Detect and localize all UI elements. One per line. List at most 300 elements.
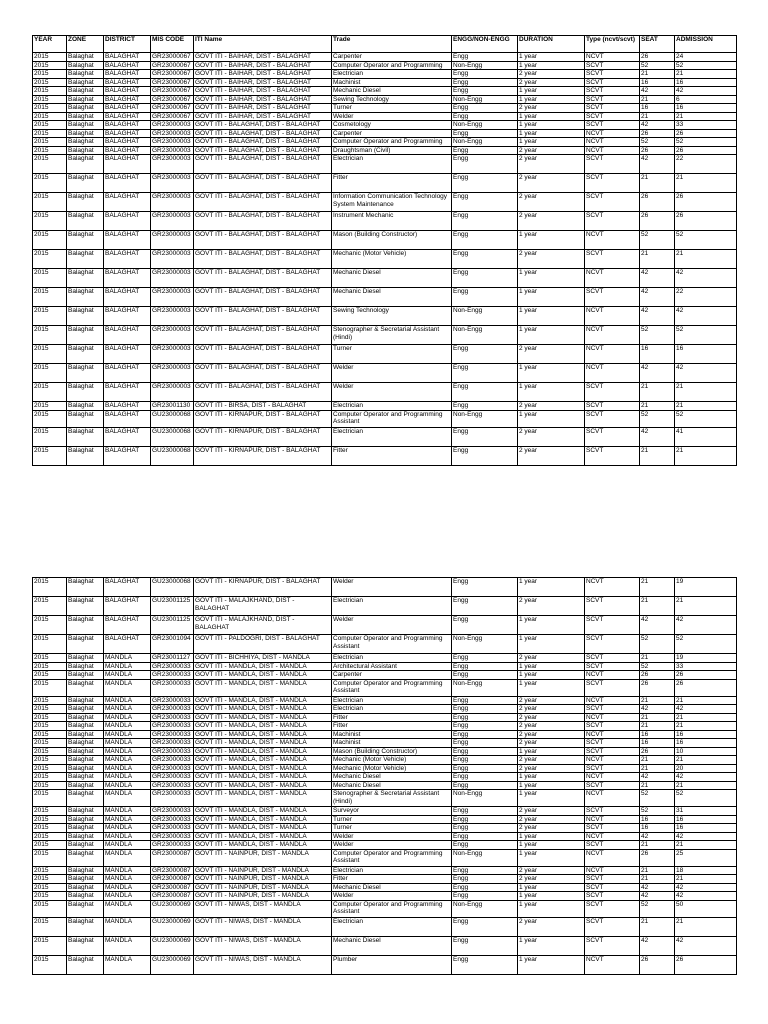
table-cell: Engg bbox=[452, 129, 518, 138]
table-cell: Balaghat bbox=[67, 402, 104, 411]
table-cell: MANDLA bbox=[104, 705, 151, 714]
table-cell: 2015 bbox=[33, 917, 67, 936]
table-cell: Plumber bbox=[332, 955, 452, 974]
table-cell: Balaghat bbox=[67, 104, 104, 113]
table-cell: GOVT ITI - NAINPUR, DIST - MANDLA bbox=[194, 866, 332, 875]
table-cell: Computer Operator and Programming bbox=[332, 61, 452, 70]
table-cell: NCVT bbox=[585, 866, 640, 875]
table-cell: 26 bbox=[640, 747, 675, 756]
table-cell: 2 year bbox=[518, 917, 585, 936]
table-cell: 16 bbox=[675, 78, 737, 87]
table-cell: GOVT ITI - BIRSA, DIST - BALAGHAT bbox=[194, 402, 332, 411]
table-cell: 42 bbox=[675, 773, 737, 782]
table-cell: 22 bbox=[675, 288, 737, 307]
table-cell: 2 year bbox=[518, 739, 585, 748]
col-header-duration: DURATION bbox=[518, 36, 585, 53]
table-cell: GU23000069 bbox=[151, 955, 194, 974]
table-cell: Engg bbox=[452, 773, 518, 782]
table-row bbox=[33, 174, 737, 193]
table-cell: 21 bbox=[640, 781, 675, 790]
table-cell: 2015 bbox=[33, 446, 67, 465]
table-cell: MANDLA bbox=[104, 662, 151, 671]
table-cell: SCVT bbox=[585, 288, 640, 307]
table-cell: Engg bbox=[452, 70, 518, 79]
table-cell: GOVT ITI - BALAGHAT, DIST - BALAGHAT bbox=[194, 121, 332, 130]
table-cell: BALAGHAT bbox=[104, 174, 151, 193]
table-cell: Engg bbox=[452, 756, 518, 765]
table-cell: Carpenter bbox=[332, 129, 452, 138]
table-row bbox=[33, 824, 737, 833]
table-cell: GR23000067 bbox=[151, 87, 194, 96]
table-cell: 2015 bbox=[33, 773, 67, 782]
table-cell: 1 year bbox=[518, 87, 585, 96]
table-row bbox=[33, 773, 737, 782]
table-cell: GR23000003 bbox=[151, 129, 194, 138]
table-cell: MANDLA bbox=[104, 773, 151, 782]
table-cell: Engg bbox=[452, 662, 518, 671]
table-cell: Balaghat bbox=[67, 756, 104, 765]
table-cell: Information Communication Technology System Maintenance bbox=[332, 193, 452, 212]
table-cell: GU23001125 bbox=[151, 597, 194, 616]
table-cell: SCVT bbox=[585, 892, 640, 901]
table-cell: BALAGHAT bbox=[104, 383, 151, 402]
table-cell: NCVT bbox=[585, 815, 640, 824]
table-cell: Mason (Building Constructor) bbox=[332, 747, 452, 756]
table-cell: 42 bbox=[675, 364, 737, 383]
table-cell: 33 bbox=[675, 662, 737, 671]
table-cell: 16 bbox=[675, 730, 737, 739]
table-cell: 2015 bbox=[33, 866, 67, 875]
table-cell: Balaghat bbox=[67, 112, 104, 121]
table-cell: Engg bbox=[452, 597, 518, 616]
table-cell: 2 year bbox=[518, 713, 585, 722]
table-cell: 21 bbox=[675, 713, 737, 722]
table-cell: GR23000003 bbox=[151, 138, 194, 147]
table-cell: Mechanic Diesel bbox=[332, 269, 452, 288]
table-cell: Balaghat bbox=[67, 616, 104, 635]
table-cell: Balaghat bbox=[67, 900, 104, 917]
table-cell: BALAGHAT bbox=[104, 61, 151, 70]
table-cell: Engg bbox=[452, 722, 518, 731]
table-cell: MANDLA bbox=[104, 807, 151, 816]
table-cell: Cosmetology bbox=[332, 121, 452, 130]
table-cell: 52 bbox=[675, 635, 737, 654]
table-cell: GOVT ITI - BICHHIYA, DIST - MANDLA bbox=[194, 654, 332, 663]
table-cell: Turner bbox=[332, 824, 452, 833]
table-cell: GOVT ITI - BALAGHAT, DIST - BALAGHAT bbox=[194, 174, 332, 193]
table-cell: Balaghat bbox=[67, 936, 104, 955]
table-cell: BALAGHAT bbox=[104, 410, 151, 427]
col-header-iti-name: ITI Name bbox=[194, 36, 332, 53]
table-cell: GOVT ITI - BALAGHAT, DIST - BALAGHAT bbox=[194, 269, 332, 288]
table-cell: GOVT ITI - KIRNAPUR, DIST - BALAGHAT bbox=[194, 446, 332, 465]
table-cell: 21 bbox=[640, 841, 675, 850]
table-cell: 1 year bbox=[518, 410, 585, 427]
table-cell: SCVT bbox=[585, 70, 640, 79]
table-cell: Balaghat bbox=[67, 61, 104, 70]
table-row bbox=[33, 155, 737, 174]
table-cell: GR23000067 bbox=[151, 70, 194, 79]
table-cell: GOVT ITI - BALAGHAT, DIST - BALAGHAT bbox=[194, 307, 332, 326]
table-cell: Computer Operator and Programming Assistant bbox=[332, 900, 452, 917]
table-cell: 26 bbox=[640, 129, 675, 138]
table-cell: BALAGHAT bbox=[104, 635, 151, 654]
table-cell: MANDLA bbox=[104, 713, 151, 722]
table-cell: 21 bbox=[675, 875, 737, 884]
table-cell: GR23000033 bbox=[151, 824, 194, 833]
table-cell: 26 bbox=[675, 955, 737, 974]
table-cell: Instrument Mechanic bbox=[332, 212, 452, 231]
table-cell: Engg bbox=[452, 781, 518, 790]
table-cell: Non-Engg bbox=[452, 679, 518, 696]
table-cell: Electrician bbox=[332, 402, 452, 411]
table-cell: 52 bbox=[640, 138, 675, 147]
table-cell: 16 bbox=[675, 824, 737, 833]
table-cell: Balaghat bbox=[67, 138, 104, 147]
table-cell: Engg bbox=[452, 78, 518, 87]
table-row bbox=[33, 705, 737, 714]
table-cell: 31 bbox=[675, 807, 737, 816]
table-cell: NCVT bbox=[585, 730, 640, 739]
table-cell: 1 year bbox=[518, 773, 585, 782]
table-cell: 26 bbox=[640, 146, 675, 155]
table-cell: SCVT bbox=[585, 841, 640, 850]
table-cell: Welder bbox=[332, 841, 452, 850]
table-cell: SCVT bbox=[585, 875, 640, 884]
table-cell: SCVT bbox=[585, 883, 640, 892]
table-cell: GR23000003 bbox=[151, 231, 194, 250]
table-cell: GOVT ITI - BALAGHAT, DIST - BALAGHAT bbox=[194, 288, 332, 307]
table-cell: 24 bbox=[675, 53, 737, 62]
table-cell: 26 bbox=[640, 212, 675, 231]
table-cell: GR23000003 bbox=[151, 250, 194, 269]
table-cell: MANDLA bbox=[104, 832, 151, 841]
table-cell: GR23000033 bbox=[151, 722, 194, 731]
table-cell: GOVT ITI - KIRNAPUR, DIST - BALAGHAT bbox=[194, 427, 332, 446]
admissions-table-page-1 bbox=[32, 35, 737, 466]
col-header-engg: ENGG/NON-ENGG bbox=[452, 36, 518, 53]
table-cell: Mechanic Diesel bbox=[332, 883, 452, 892]
table-cell: 1 year bbox=[518, 364, 585, 383]
table-cell: Balaghat bbox=[67, 146, 104, 155]
table-cell: 52 bbox=[640, 900, 675, 917]
table-cell: 21 bbox=[675, 112, 737, 121]
table-cell: 2 year bbox=[518, 866, 585, 875]
table-cell: GOVT ITI - BALAGHAT, DIST - BALAGHAT bbox=[194, 146, 332, 155]
table-cell: 21 bbox=[675, 250, 737, 269]
table-cell: Mechanic Diesel bbox=[332, 936, 452, 955]
table-cell: 21 bbox=[675, 722, 737, 731]
table-cell: SCVT bbox=[585, 747, 640, 756]
table-cell: 1 year bbox=[518, 883, 585, 892]
table-cell: GOVT ITI - MANDLA, DIST - MANDLA bbox=[194, 662, 332, 671]
table-cell: NCVT bbox=[585, 364, 640, 383]
table-cell: Balaghat bbox=[67, 383, 104, 402]
table-cell: GOVT ITI - BAIHAR, DIST - BALAGHAT bbox=[194, 78, 332, 87]
table-cell: Fitter bbox=[332, 722, 452, 731]
table-cell: Engg bbox=[452, 696, 518, 705]
table-cell: 1 year bbox=[518, 269, 585, 288]
table-cell: 1 year bbox=[518, 326, 585, 345]
table-cell: BALAGHAT bbox=[104, 104, 151, 113]
table-cell: NCVT bbox=[585, 671, 640, 680]
table-row bbox=[33, 410, 737, 427]
table-cell: SCVT bbox=[585, 174, 640, 193]
table-cell: GOVT ITI - BAIHAR, DIST - BALAGHAT bbox=[194, 95, 332, 104]
table-cell: Machinist bbox=[332, 739, 452, 748]
table-cell: 2015 bbox=[33, 955, 67, 974]
table-cell: SCVT bbox=[585, 705, 640, 714]
table-cell: 42 bbox=[640, 705, 675, 714]
table-cell: 42 bbox=[640, 155, 675, 174]
table-cell: Welder bbox=[332, 892, 452, 901]
table-cell: Balaghat bbox=[67, 231, 104, 250]
table-cell: Engg bbox=[452, 841, 518, 850]
table-cell: 21 bbox=[640, 875, 675, 884]
table-cell: Computer Operator and Programming Assistant bbox=[332, 849, 452, 866]
table-cell: GOVT ITI - BALAGHAT, DIST - BALAGHAT bbox=[194, 383, 332, 402]
table-cell: 21 bbox=[640, 764, 675, 773]
table-cell: 1 year bbox=[518, 231, 585, 250]
table-cell: GOVT ITI - BALAGHAT, DIST - BALAGHAT bbox=[194, 345, 332, 364]
table-cell: 2 year bbox=[518, 174, 585, 193]
table-cell: 21 bbox=[675, 781, 737, 790]
table-cell: 2 year bbox=[518, 696, 585, 705]
table-cell: GOVT ITI - NIWAS, DIST - MANDLA bbox=[194, 900, 332, 917]
table-cell: Balaghat bbox=[67, 696, 104, 705]
table-cell: Balaghat bbox=[67, 129, 104, 138]
table-cell: 18 bbox=[675, 866, 737, 875]
table-cell: 2015 bbox=[33, 900, 67, 917]
table-cell: Balaghat bbox=[67, 722, 104, 731]
table-cell: GOVT ITI - BALAGHAT, DIST - BALAGHAT bbox=[194, 212, 332, 231]
table-cell: 42 bbox=[640, 892, 675, 901]
table-cell: NCVT bbox=[585, 578, 640, 597]
table-cell: Engg bbox=[452, 917, 518, 936]
table-cell: 21 bbox=[640, 402, 675, 411]
table-cell: Mechanic Diesel bbox=[332, 781, 452, 790]
table-cell: Non-Engg bbox=[452, 410, 518, 427]
table-cell: MANDLA bbox=[104, 900, 151, 917]
table-cell: 1 year bbox=[518, 679, 585, 696]
table-cell: GOVT ITI - MANDLA, DIST - MANDLA bbox=[194, 722, 332, 731]
table-cell: MANDLA bbox=[104, 917, 151, 936]
col-header-mis-code: MIS CODE bbox=[151, 36, 194, 53]
table-cell: MANDLA bbox=[104, 892, 151, 901]
table-cell: GOVT ITI - MANDLA, DIST - MANDLA bbox=[194, 764, 332, 773]
table-cell: 2015 bbox=[33, 410, 67, 427]
table-cell: Balaghat bbox=[67, 764, 104, 773]
table-cell: BALAGHAT bbox=[104, 288, 151, 307]
table-cell: Engg bbox=[452, 193, 518, 212]
table-cell: Engg bbox=[452, 747, 518, 756]
table-cell: Turner bbox=[332, 345, 452, 364]
table-cell: MANDLA bbox=[104, 866, 151, 875]
table-cell: 2015 bbox=[33, 70, 67, 79]
table-row bbox=[33, 841, 737, 850]
table-cell: Turner bbox=[332, 104, 452, 113]
table-cell: GR23000003 bbox=[151, 155, 194, 174]
table-cell: 2015 bbox=[33, 841, 67, 850]
table-cell: GOVT ITI - BALAGHAT, DIST - BALAGHAT bbox=[194, 250, 332, 269]
table-row bbox=[33, 815, 737, 824]
table-cell: SCVT bbox=[585, 722, 640, 731]
table-cell: Balaghat bbox=[67, 832, 104, 841]
table-cell: GR23000003 bbox=[151, 193, 194, 212]
table-cell: Balaghat bbox=[67, 773, 104, 782]
table-cell: 1 year bbox=[518, 747, 585, 756]
table-cell: 2015 bbox=[33, 87, 67, 96]
table-cell: Balaghat bbox=[67, 446, 104, 465]
table-cell: GR23000067 bbox=[151, 53, 194, 62]
table-cell: GR23000067 bbox=[151, 78, 194, 87]
table-cell: 2015 bbox=[33, 705, 67, 714]
table-cell: Engg bbox=[452, 824, 518, 833]
table-cell: 42 bbox=[640, 269, 675, 288]
table-cell: 2 year bbox=[518, 764, 585, 773]
table-cell: SCVT bbox=[585, 410, 640, 427]
table-cell: 21 bbox=[640, 866, 675, 875]
table-cell: GR23000003 bbox=[151, 364, 194, 383]
table-cell: GOVT ITI - MANDLA, DIST - MANDLA bbox=[194, 705, 332, 714]
table-cell: 42 bbox=[640, 427, 675, 446]
table-cell: Welder bbox=[332, 578, 452, 597]
table-cell: 42 bbox=[640, 307, 675, 326]
table-cell: 2015 bbox=[33, 138, 67, 147]
table-cell: GOVT ITI - MANDLA, DIST - MANDLA bbox=[194, 773, 332, 782]
table-cell: Engg bbox=[452, 892, 518, 901]
table-cell: 2015 bbox=[33, 193, 67, 212]
table-cell: Engg bbox=[452, 713, 518, 722]
table-cell: 1 year bbox=[518, 900, 585, 917]
table-cell: BALAGHAT bbox=[104, 146, 151, 155]
table-cell: SCVT bbox=[585, 635, 640, 654]
table-cell: 21 bbox=[640, 446, 675, 465]
table-cell: 2 year bbox=[518, 78, 585, 87]
table-cell: 20 bbox=[675, 764, 737, 773]
col-header-seat: SEAT bbox=[640, 36, 675, 53]
table-row bbox=[33, 121, 737, 130]
table-cell: GU23000068 bbox=[151, 427, 194, 446]
table-cell: 2015 bbox=[33, 250, 67, 269]
table-cell: 2015 bbox=[33, 95, 67, 104]
table-cell: 21 bbox=[640, 756, 675, 765]
table-cell: MANDLA bbox=[104, 739, 151, 748]
table-cell: 26 bbox=[640, 193, 675, 212]
table-cell: Electrician bbox=[332, 597, 452, 616]
table-cell: 52 bbox=[640, 410, 675, 427]
table-cell: Carpenter bbox=[332, 53, 452, 62]
table-cell: GR23000087 bbox=[151, 866, 194, 875]
table-cell: 1 year bbox=[518, 635, 585, 654]
table-cell: 2 year bbox=[518, 730, 585, 739]
table-cell: BALAGHAT bbox=[104, 95, 151, 104]
table-row bbox=[33, 654, 737, 663]
table-cell: 21 bbox=[640, 383, 675, 402]
table-cell: NCVT bbox=[585, 138, 640, 147]
table-cell: SCVT bbox=[585, 764, 640, 773]
table-row bbox=[33, 936, 737, 955]
table-cell: Balaghat bbox=[67, 679, 104, 696]
table-row bbox=[33, 790, 737, 807]
table-cell: Architectural Assistant bbox=[332, 662, 452, 671]
table-cell: Engg bbox=[452, 250, 518, 269]
table-cell: GOVT ITI - MANDLA, DIST - MANDLA bbox=[194, 747, 332, 756]
table-row bbox=[33, 635, 737, 654]
table-cell: BALAGHAT bbox=[104, 364, 151, 383]
table-row bbox=[33, 671, 737, 680]
table-cell: 2015 bbox=[33, 427, 67, 446]
table-cell: 1 year bbox=[518, 61, 585, 70]
table-cell: Mechanic (Motor Vehicle) bbox=[332, 756, 452, 765]
table-cell: Engg bbox=[452, 730, 518, 739]
table-cell: GR23000003 bbox=[151, 212, 194, 231]
table-cell: 2015 bbox=[33, 129, 67, 138]
table-row bbox=[33, 917, 737, 936]
table-cell: 21 bbox=[640, 917, 675, 936]
table-cell: Balaghat bbox=[67, 713, 104, 722]
table-cell: MANDLA bbox=[104, 790, 151, 807]
table-cell: 1 year bbox=[518, 138, 585, 147]
table-cell: Engg bbox=[452, 345, 518, 364]
table-cell: 2 year bbox=[518, 807, 585, 816]
table-cell: MANDLA bbox=[104, 671, 151, 680]
table-cell: Turner bbox=[332, 815, 452, 824]
table-cell: Engg bbox=[452, 212, 518, 231]
table-cell: Fitter bbox=[332, 875, 452, 884]
table-cell: Engg bbox=[452, 671, 518, 680]
table-cell: 42 bbox=[640, 773, 675, 782]
table-cell: Electrician bbox=[332, 917, 452, 936]
table-cell: 2015 bbox=[33, 345, 67, 364]
table-row bbox=[33, 364, 737, 383]
table-cell: Engg bbox=[452, 764, 518, 773]
table-cell: Engg bbox=[452, 231, 518, 250]
table-cell: GOVT ITI - BALAGHAT, DIST - BALAGHAT bbox=[194, 193, 332, 212]
table-cell: GOVT ITI - BALAGHAT, DIST - BALAGHAT bbox=[194, 231, 332, 250]
table-cell: Non-Engg bbox=[452, 849, 518, 866]
table-cell: Non-Engg bbox=[452, 138, 518, 147]
table-cell: Surveyor bbox=[332, 807, 452, 816]
table-cell: Balaghat bbox=[67, 364, 104, 383]
table-cell: 2015 bbox=[33, 212, 67, 231]
table-cell: 1 year bbox=[518, 790, 585, 807]
table-cell: Balaghat bbox=[67, 87, 104, 96]
table-cell: GR23000067 bbox=[151, 95, 194, 104]
table-cell: GR23000033 bbox=[151, 662, 194, 671]
table-row bbox=[33, 138, 737, 147]
table-cell: Engg bbox=[452, 155, 518, 174]
table-cell: SCVT bbox=[585, 917, 640, 936]
table-cell: 1 year bbox=[518, 781, 585, 790]
table-cell: BALAGHAT bbox=[104, 129, 151, 138]
table-cell: NCVT bbox=[585, 849, 640, 866]
table-cell: Engg bbox=[452, 53, 518, 62]
table-cell: 52 bbox=[640, 662, 675, 671]
table-cell: MANDLA bbox=[104, 781, 151, 790]
table-cell: GR23000033 bbox=[151, 756, 194, 765]
table-cell: GOVT ITI - NIWAS, DIST - MANDLA bbox=[194, 955, 332, 974]
col-header-admission: ADMISSION bbox=[675, 36, 737, 53]
table-cell: 21 bbox=[640, 696, 675, 705]
table-cell: MANDLA bbox=[104, 730, 151, 739]
table-cell: GR23000067 bbox=[151, 61, 194, 70]
table-row bbox=[33, 739, 737, 748]
table-cell: Balaghat bbox=[67, 824, 104, 833]
table-cell: Non-Engg bbox=[452, 121, 518, 130]
table-cell: 42 bbox=[675, 307, 737, 326]
table-row bbox=[33, 146, 737, 155]
